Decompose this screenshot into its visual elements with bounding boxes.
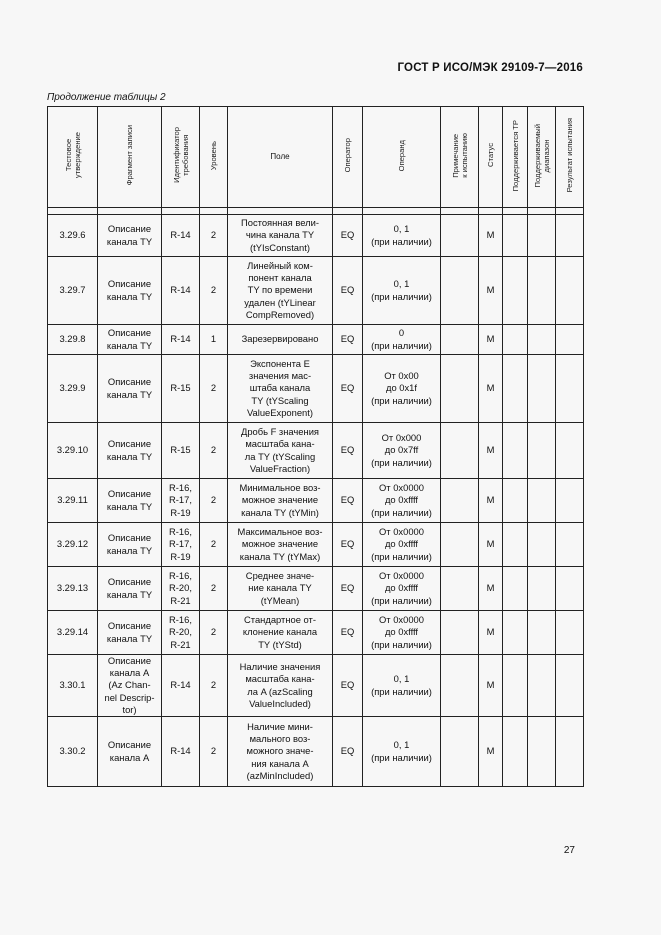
col-header-note: Примечание к испытанию [441,107,479,208]
cell-result [556,423,584,479]
cell-operator: EQ [333,423,363,479]
col-header-operator: Оператор [333,107,363,208]
cell-result [556,257,584,325]
cell-field: Максимальное воз- можное значение канала TY (tYMax) [228,523,333,567]
table-row [48,523,584,567]
cell-operator: EQ [333,257,363,325]
cell-range [528,325,556,355]
cell-operand: От 0x00 до 0x1f (при наличии) [363,355,441,423]
cell-range [528,567,556,611]
cell-operator: EQ [333,325,363,355]
cell-operand: 0, 1 (при наличии) [363,215,441,257]
cell-operand: 0, 1 (при наличии) [363,257,441,325]
cell-level: 1 [200,325,228,355]
cell-statement: 3.30.1 [48,655,98,717]
cell-statement: 3.29.6 [48,215,98,257]
cell-operator: EQ [333,479,363,523]
cell-req-id: R-15 [162,423,200,479]
cell-operand: 0 (при наличии) [363,325,441,355]
cell-result [556,355,584,423]
cell-level: 2 [200,523,228,567]
cell-fragment: Описание канала TY [98,355,162,423]
standard-header: ГОСТ Р ИСО/МЭК 29109-7—2016 [397,62,583,74]
cell-status: M [479,523,503,567]
cell-note [441,215,479,257]
cell-operator: EQ [333,355,363,423]
table-row [48,257,584,325]
table-body [48,208,584,787]
cell-level: 2 [200,567,228,611]
cell-tr-supported [503,257,528,325]
cell-operand: 0, 1 (при наличии) [363,655,441,717]
cell-result [556,717,584,787]
cell-range [528,423,556,479]
cell-status: M [479,325,503,355]
cell-tr-supported [503,355,528,423]
cell-fragment: Описание канала TY [98,423,162,479]
cell-operand: От 0x0000 до 0xffff (при наличии) [363,479,441,523]
table-row [48,215,584,257]
cell-level: 2 [200,479,228,523]
table-row [48,611,584,655]
cell-operand: 0, 1 (при наличии) [363,717,441,787]
cell-operand: От 0x0000 до 0xffff (при наличии) [363,523,441,567]
cell-level: 2 [200,423,228,479]
cell-level: 2 [200,611,228,655]
col-header-statement: Тестовое утверждение [48,107,98,208]
cell-range [528,215,556,257]
cell-status: M [479,355,503,423]
cell-field: Наличие мини- мального воз- можного значе- ния канала A (azMinIncluded) [228,717,333,787]
cell-result [556,215,584,257]
requirements-table [47,106,584,787]
col-header-range: Поддерживаемый диапазон [528,107,556,208]
cell-req-id: R-16, R-20, R-21 [162,611,200,655]
cell-field: Экспонента E значения мас- штаба канала TY (tYScaling ValueExponent) [228,355,333,423]
cell-field: Стандартное от- клонение канала TY (tYStd) [228,611,333,655]
cell-status: M [479,655,503,717]
cell-range [528,611,556,655]
cell-statement: 3.29.8 [48,325,98,355]
col-header-req-id: Идентификатор требования [162,107,200,208]
col-header-field: Поле [228,107,333,208]
col-header-operand: Операнд [363,107,441,208]
cell-level: 2 [200,717,228,787]
cell-operator: EQ [333,523,363,567]
cell-req-id: R-14 [162,257,200,325]
cell-note [441,257,479,325]
cell-fragment: Описание канала A [98,717,162,787]
cell-field: Среднее значе- ние канала TY (tYMean) [228,567,333,611]
cell-field: Зарезервировано [228,325,333,355]
cell-statement: 3.29.11 [48,479,98,523]
cell-tr-supported [503,717,528,787]
cell-statement: 3.29.10 [48,423,98,479]
cell-tr-supported [503,655,528,717]
cell-tr-supported [503,611,528,655]
cell-fragment: Описание канала TY [98,611,162,655]
cell-field: Линейный ком- понент канала TY по времени удален (tYLinear CompRemoved) [228,257,333,325]
cell-note [441,423,479,479]
col-header-result: Результат испытания [556,107,584,208]
cell-tr-supported [503,215,528,257]
cell-tr-supported [503,479,528,523]
cell-level: 2 [200,257,228,325]
cell-note [441,717,479,787]
cell-fragment: Описание канала TY [98,257,162,325]
cell-fragment: Описание канала TY [98,479,162,523]
cell-req-id: R-16, R-17, R-19 [162,523,200,567]
cell-req-id: R-15 [162,355,200,423]
cell-operator: EQ [333,611,363,655]
table-row [48,325,584,355]
cell-operand: От 0x000 до 0x7ff (при наличии) [363,423,441,479]
header-spacer-row [48,208,584,215]
cell-req-id: R-14 [162,717,200,787]
cell-note [441,567,479,611]
cell-level: 2 [200,215,228,257]
cell-note [441,325,479,355]
cell-result [556,611,584,655]
cell-statement: 3.29.14 [48,611,98,655]
cell-req-id: R-14 [162,325,200,355]
cell-req-id: R-14 [162,655,200,717]
cell-level: 2 [200,355,228,423]
cell-status: M [479,215,503,257]
page-number: 27 [563,845,575,856]
cell-fragment: Описание канала A (Az Chan- nel Descrip- tor) [98,655,162,717]
cell-level: 2 [200,655,228,717]
cell-status: M [479,717,503,787]
cell-result [556,479,584,523]
table-row [48,717,584,787]
cell-note [441,611,479,655]
cell-req-id: R-16, R-17, R-19 [162,479,200,523]
table-header-row [48,107,584,208]
cell-status: M [479,567,503,611]
table-caption: Продолжение таблицы 2 [47,92,166,103]
cell-result [556,523,584,567]
cell-range [528,355,556,423]
cell-note [441,655,479,717]
cell-status: M [479,611,503,655]
table-row [48,655,584,717]
col-header-level: Уровень [200,107,228,208]
cell-status: M [479,423,503,479]
table-row [48,423,584,479]
col-header-fragment: Фрагмент записи [98,107,162,208]
cell-operator: EQ [333,655,363,717]
cell-statement: 3.30.2 [48,717,98,787]
cell-result [556,655,584,717]
cell-range [528,479,556,523]
cell-tr-supported [503,423,528,479]
cell-range [528,655,556,717]
cell-tr-supported [503,325,528,355]
cell-note [441,523,479,567]
cell-field: Минимальное воз- можное значение канала TY (tYMin) [228,479,333,523]
cell-fragment: Описание канала TY [98,523,162,567]
cell-result [556,325,584,355]
cell-field: Постоянная вели- чина канала TY (tYIsConstant) [228,215,333,257]
cell-operator: EQ [333,567,363,611]
cell-tr-supported [503,567,528,611]
table-row [48,479,584,523]
cell-operand: От 0x0000 до 0xffff (при наличии) [363,567,441,611]
cell-req-id: R-16, R-20, R-21 [162,567,200,611]
cell-statement: 3.29.7 [48,257,98,325]
cell-status: M [479,257,503,325]
table-row [48,567,584,611]
cell-operand: От 0x0000 до 0xffff (при наличии) [363,611,441,655]
cell-fragment: Описание канала TY [98,215,162,257]
col-header-status: Статус [479,107,503,208]
cell-fragment: Описание канала TY [98,567,162,611]
cell-note [441,355,479,423]
cell-field: Наличие значения масштаба кана- ла A (azScaling ValueIncluded) [228,655,333,717]
cell-range [528,717,556,787]
cell-tr-supported [503,523,528,567]
cell-note [441,479,479,523]
cell-range [528,257,556,325]
col-header-tr-supported: Поддерживается ТР [503,107,528,208]
cell-status: M [479,479,503,523]
cell-req-id: R-14 [162,215,200,257]
cell-field: Дробь F значения масштаба кана- ла TY (tYScaling ValueFraction) [228,423,333,479]
cell-range [528,523,556,567]
cell-operator: EQ [333,215,363,257]
cell-statement: 3.29.13 [48,567,98,611]
cell-operator: EQ [333,717,363,787]
cell-statement: 3.29.9 [48,355,98,423]
cell-fragment: Описание канала TY [98,325,162,355]
cell-statement: 3.29.12 [48,523,98,567]
cell-result [556,567,584,611]
table-row [48,355,584,423]
